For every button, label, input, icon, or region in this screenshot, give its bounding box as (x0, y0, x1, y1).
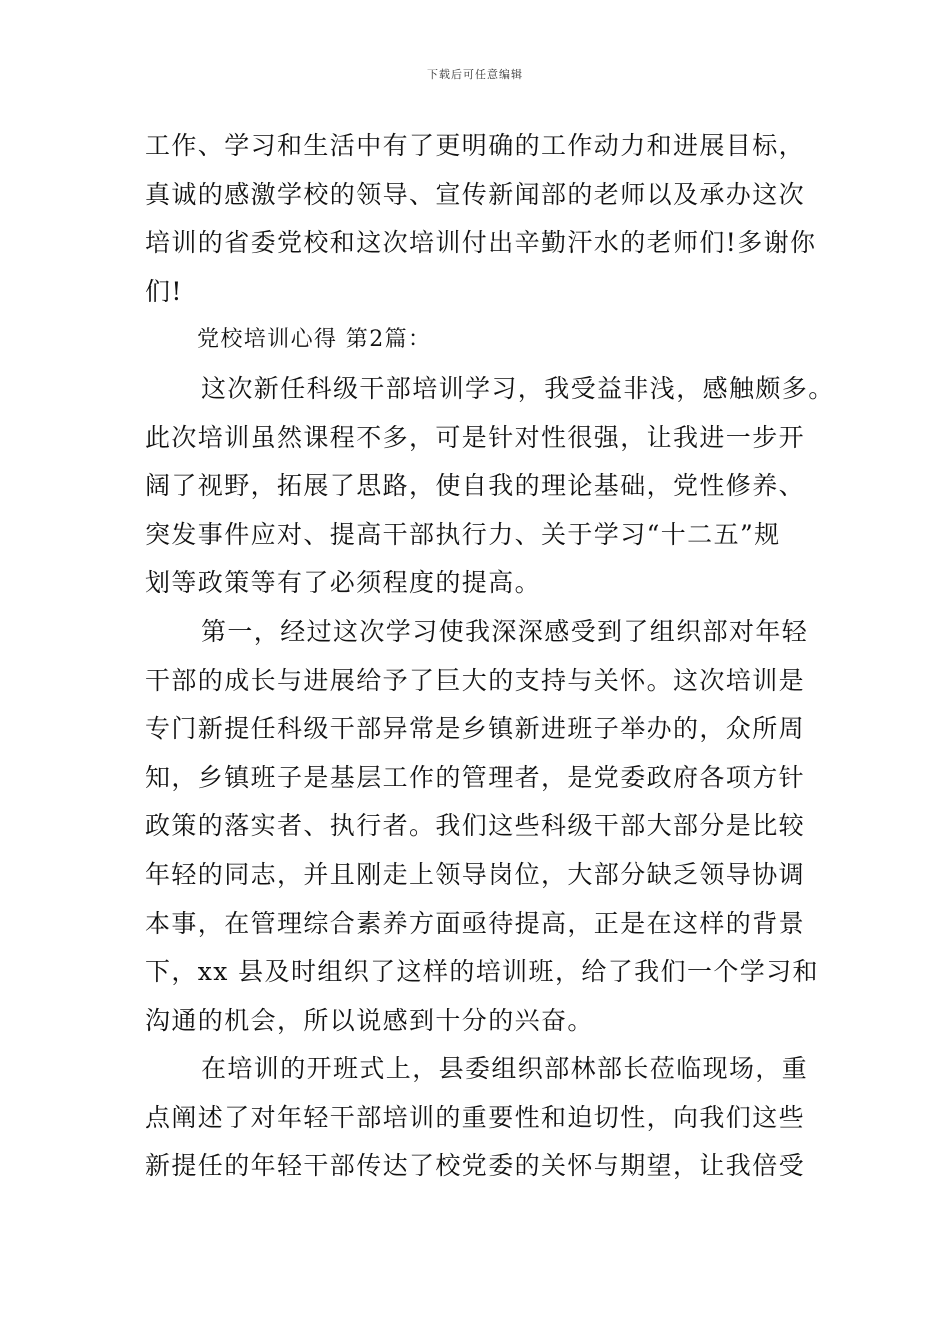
text-line: 沟通的机会，所以说感到十分的兴奋。 (145, 1005, 594, 1035)
text-line: 政策的落实者、执行者。我们这些科级干部大部分是比较 (145, 811, 806, 841)
text-line: 点阐述了对年轻干部培训的重要性和迫切性，向我们这些 (145, 1102, 806, 1132)
text-line: 新提任的年轻干部传达了校党委的关怀与期望，让我倍受 (145, 1151, 806, 1181)
text-line: 知，乡镇班子是基层工作的管理者，是党委政府各项方针 (145, 762, 806, 792)
text-line: 阔了视野，拓展了思路，使自我的理论基础，党性修养、 (145, 471, 806, 501)
text-line: 们! (145, 276, 183, 306)
text-line: 突发事件应对、提高干部执行力、关于学习“十二五”规 (145, 519, 781, 549)
text-line: 工作、学习和生活中有了更明确的工作动力和进展目标， (145, 131, 806, 160)
text-line: 干部的成长与进展给予了巨大的支持与关怀。这次培训是 (145, 665, 806, 695)
paragraph-first-line: 在培训的开班式上，县委组织部林部长莅临现场，重 (201, 1054, 809, 1084)
text-line: 此次培训虽然课程不多，可是针对性很强，让我进一步开 (145, 422, 806, 452)
text-line: 专门新提任科级干部异常是乡镇新进班子举办的，众所周 (145, 714, 806, 744)
text-line: 下，xx 县及时组织了这样的培训班，给了我们一个学习和 (145, 957, 819, 987)
page-header: 下载后可任意编辑 (427, 68, 523, 81)
text-line: 划等政策等有了必须程度的提高。 (145, 568, 542, 598)
text-line: 真诚的感激学校的领导、宣传新闻部的老师以及承办这次 (145, 179, 806, 209)
paragraph-first-line: 这次新任科级干部培训学习，我受益非浅，感触颇多。 (201, 373, 835, 403)
paragraph-first-line: 第一，经过这次学习使我深深感受到了组织部对年轻 (201, 616, 809, 646)
text-line: 年轻的同志，并且刚走上领导岗位，大部分缺乏领导协调 (145, 859, 806, 889)
document-body (145, 122, 835, 1191)
text-line: 本事，在管理综合素养方面亟待提高，正是在这样的背景 (145, 908, 806, 938)
text-line: 培训的省委党校和这次培训付出辛勤汗水的老师们!多谢你 (145, 228, 817, 258)
section-heading: 党校培训心得 第2篇： (197, 327, 432, 353)
